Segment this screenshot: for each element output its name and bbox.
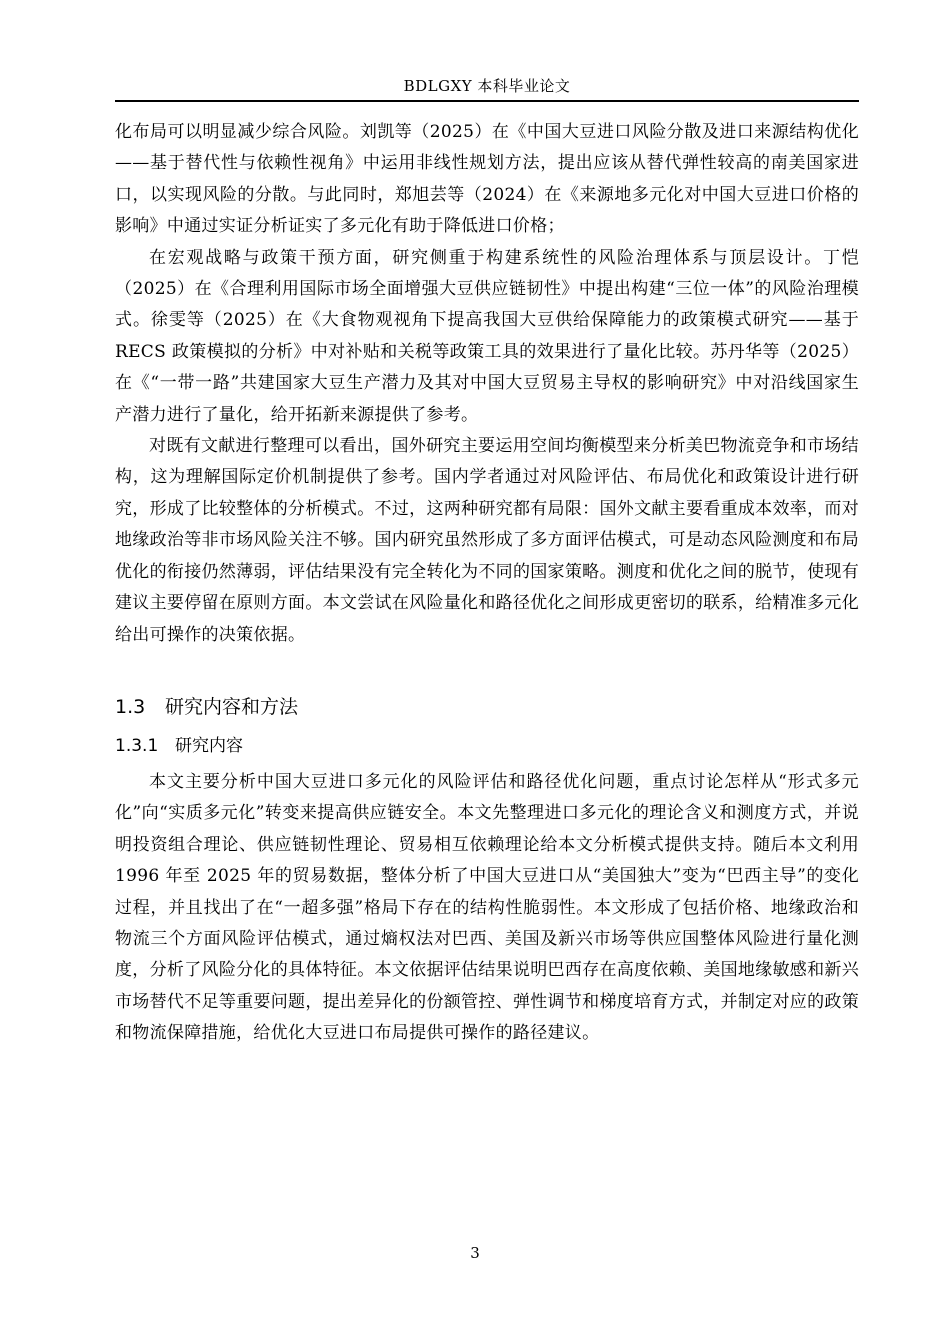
header-rule [115, 100, 859, 102]
section-heading [115, 693, 859, 721]
subsection-number: 1.3.1 [115, 735, 159, 756]
page-body [115, 117, 859, 1050]
section-number: 1.3 [115, 695, 146, 718]
body-paragraph: 化布局可以明显减少综合风险。刘凯等（2025）在《中国大豆进口风险分散及进口来源结构优化——基于替代性与依赖性视角》中运用非线性规划方法，提出应该从替代弹性较高的南美国家进口，以实现风险的分散。与此同时，郑旭芸等（2024）在《来源地多元化对中国大豆进口价格的影响》中通过实证分析证实了多元化有助于降低进口价格； [115, 122, 859, 237]
section-title: 研究内容和方法 [165, 695, 299, 718]
body-paragraph: 对既有文献进行整理可以看出，国外研究主要运用空间均衡模型来分析美巴物流竞争和市场结构，这为理解国际定价机制提供了参考。国内学者通过对风险评估、布局优化和政策设计进行研究，形成了比较整体的分析模式。不过，这两种研究都有局限：国外文献主要看重成本效率，而对地缘政治等非市场风险关注不够。国内研究虽然形成了多方面评估模式，可是动态风险测度和布局优化的衔接仍然薄弱，评估结果没有完全转化为不同的国家策略。测度和优化之间的脱节，使现有建议主要停留在原则方面。本文尝试在风险量化和路径优化之间形成更密切的联系，给精准多元化给出可操作的决策依据。 [115, 436, 859, 645]
page-number: 3 [470, 1244, 480, 1262]
subsection-title: 研究内容 [175, 735, 243, 756]
subsection-heading [115, 733, 859, 759]
body-paragraph: 本文主要分析中国大豆进口多元化的风险评估和路径优化问题，重点讨论怎样从“形式多元化”向“实质多元化”转变来提高供应链安全。本文先整理进口多元化的理论含义和测度方式，并说明投资组合理论、供应链韧性理论、贸易相互依赖理论给本文分析模式提供支持。随后本文利用 1996 年至 2025 年的贸易数据，整体分析了中国大豆进口从“美国独大”变为“巴西主导”的变化过程，并且找出了在“一超多强”格局下存在的结构性脆弱性。本文形成了包括价格、地缘政治和物流三个方面风险评估模式，通过熵权法对巴西、美国及新兴市场等供应国整体风险进行量化测度，分析了风险分化的具体特征。本文依据评估结果说明巴西存在高度依赖、美国地缘敏感和新兴市场替代不足等重要问题，提出差异化的份额管控、弹性调节和梯度培育方式，并制定对应的政策和物流保障措施，给优化大豆进口布局提供可操作的路径建议。 [115, 771, 859, 1044]
running-header: BDLGXY 本科毕业论文 [403, 77, 571, 95]
body-paragraph: 在宏观战略与政策干预方面，研究侧重于构建系统性的风险治理体系与顶层设计。丁恺（2025）在《合理利用国际市场全面增强大豆供应链韧性》中提出构建“三位一体”的风险治理模式。徐雯等（2025）在《大食物观视角下提高我国大豆供给保障能力的政策模式研究——基于 RECS 政策模拟的分析》中对补贴和关税等政策工具的效果进行了量化比较。苏丹华等（2025）在《“一带一路”共建国家大豆生产潜力及其对中国大豆贸易主导权的影响研究》中对沿线国家生产潜力进行了量化，给开拓新来源提供了参考。 [115, 247, 859, 425]
